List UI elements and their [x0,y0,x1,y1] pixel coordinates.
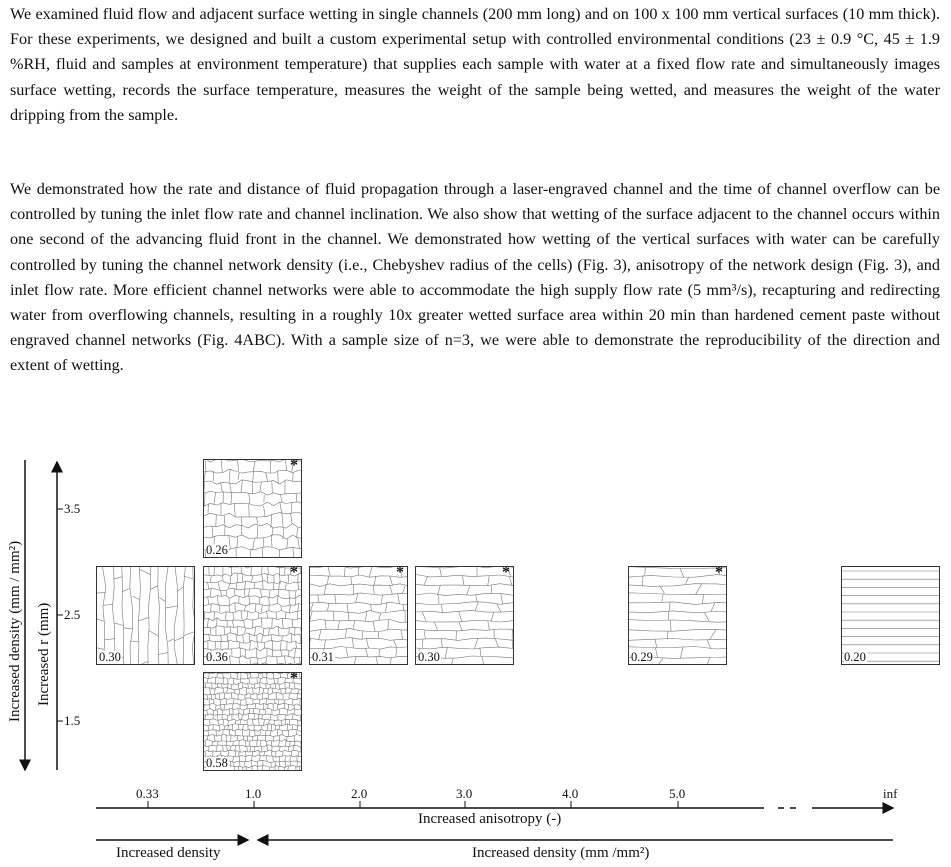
anisotropy-tick-label: 4.0 [562,786,579,801]
network-tile-r25-ainf [841,566,940,665]
tile-value: 0.58 [206,756,228,770]
anisotropy-axis-label: Increased anisotropy (-) [418,811,562,827]
star-marker: * [396,566,404,581]
density-left-label: Increased density [116,845,221,861]
anisotropy-tick-label: 2.0 [351,786,368,801]
star-marker: * [502,566,510,581]
tile-value: 0.29 [631,650,653,664]
density-axis-label: Increased density (mm / mm²) [7,540,23,722]
star-marker: * [715,566,723,581]
network-tile-r25-a1 [203,566,302,665]
star-marker: * [290,459,298,474]
paragraph-methods: We examined fluid flow and adjacent surface wetting in single channels (200 mm long) and on 100 x 100 mm vertical surfaces (10 mm thick). For these experiments, we designed and built a custom experimental setup with controlled environmental conditions (23 ± 0.9 °C, 45 ± 1.9 %RH, fluid and samples at environment temperature) that supplies each sample with water at a fixed flow rate and simultaneously images surface wetting, records the surface temperature, measures the weight of the sample being wetted, and measures the weight of the water dripping from the sample. [10,5,940,124]
network-tile-r25-a3 [415,566,514,665]
anisotropy-tick-label: 5.0 [669,786,686,801]
star-marker: * [290,566,298,581]
tile-value: 0.30 [418,650,440,664]
network-tile-r25-a2 [309,566,408,665]
r-tick-label: 1.5 [64,713,81,728]
density-right-label: Increased density (mm /mm²) [472,845,650,861]
r-axis-label: Increased r (mm) [36,602,52,706]
anisotropy-tick-label: 3.0 [456,786,473,801]
tile-value: 0.30 [99,650,121,664]
r-tick-label: 3.5 [64,501,81,516]
paragraph-results: We demonstrated how the rate and distance of fluid propagation through a laser-engraved channel and the time of channel overflow can be controlled by tuning the inlet flow rate and channel inclination. We also show that wetting of the surface adjacent to the channel occurs within one second of the advancing fluid front in the channel. We demonstrated how wetting of the vertical surfaces with water can be carefully controlled by tuning the channel network density (i.e., Chebyshev radius of the cells) (Fig. 3), anisotropy of the network design (Fig. 3), and inlet flow rate. More efficient channel networks were able to accommodate the high supply flow rate (5 mm³/s), recapturing and redirecting water from overflowing channels, resulting in a roughly 10x greater wetted surface area within 20 min than hardened cement paste without engraved channel networks (Fig. 4ABC). With a sample size of n=3, we were able to demonstrate the reproducibility of the direction and extent of wetting. [10,180,940,375]
anisotropy-tick-label: 1.0 [245,786,262,801]
network-tile-r25-a5 [628,566,727,665]
network-tile-r25-a033 [96,566,195,665]
tile-value: 0.26 [206,543,228,557]
anisotropy-tick-label: 0.33 [136,786,159,801]
network-tile-r35-a1 [203,459,302,558]
anisotropy-tick-label: inf [883,786,898,801]
r-tick-label: 2.5 [64,607,81,622]
tile-value: 0.20 [844,650,866,664]
star-marker: * [290,672,298,687]
network-tile-r15-a1 [203,672,302,771]
tile-value: 0.31 [312,650,334,664]
tile-value: 0.36 [206,650,228,664]
